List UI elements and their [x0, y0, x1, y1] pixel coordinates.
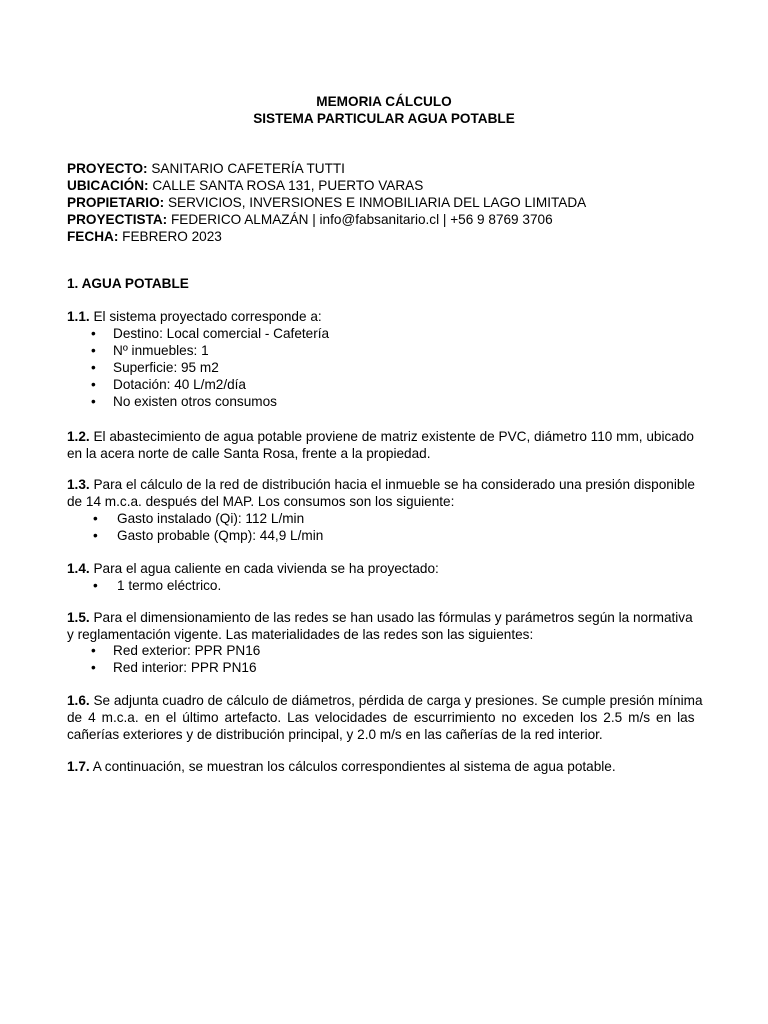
paragraph-1-5	[67, 609, 701, 643]
list-item-text: Red interior: PPR PN16	[113, 660, 257, 675]
consumption-list	[67, 510, 323, 544]
list-item	[67, 642, 260, 659]
title-line-2: SISTEMA PARTICULAR AGUA POTABLE	[253, 111, 515, 126]
list-item	[67, 510, 323, 527]
title-line-1: MEMORIA CÁLCULO	[316, 94, 452, 109]
paragraph-text: Para el agua caliente en cada vivienda se ha proyectado:	[89, 561, 439, 576]
list-item-text: No existen otros consumos	[113, 394, 277, 409]
paragraph-number: 1.2.	[67, 429, 90, 444]
list-item-text: Gasto instalado (Qi): 112 L/min	[117, 511, 305, 526]
project-row	[67, 160, 707, 177]
paragraph-number: 1.3.	[67, 477, 90, 492]
paragraph-line: en la acera norte de calle Santa Rosa, frente a la propiedad.	[67, 446, 431, 461]
designer-label: PROYECTISTA:	[67, 212, 168, 227]
list-item	[67, 325, 329, 342]
list-item	[67, 393, 329, 410]
paragraph-line: cañerías exteriores y de distribución principal, y 2.0 m/s en las cañerías de la red interior.	[67, 727, 603, 742]
list-item-text: Superficie: 95 m2	[113, 360, 219, 375]
paragraph-line	[67, 476, 701, 493]
paragraph-line	[67, 428, 701, 445]
list-item-text: Red exterior: PPR PN16	[113, 643, 261, 658]
paragraph-text: Se adjunta cuadro de cálculo de diámetros, pérdida de carga y presiones. Se cumple presión mínima	[89, 693, 703, 708]
bullet-icon: •	[91, 326, 96, 341]
paragraph-line: y reglamentación vigente. Las materialidades de las redes son las siguientes:	[67, 627, 534, 642]
bullet-icon: •	[91, 343, 96, 358]
date-value: FEBRERO 2023	[118, 229, 222, 244]
bullet-icon: •	[93, 528, 98, 543]
list-item-text: 1 termo eléctrico.	[117, 578, 222, 593]
paragraph-1-2	[67, 428, 701, 462]
location-row	[67, 177, 707, 194]
bullet-icon: •	[93, 578, 98, 593]
paragraph-1-1	[67, 308, 701, 325]
system-list	[67, 325, 329, 410]
location-value: CALLE SANTA ROSA 131, PUERTO VARAS	[148, 178, 424, 193]
list-item	[67, 659, 260, 676]
designer-value: FEDERICO ALMAZÁN | info@fabsanitario.cl | +56 9 8769 3706	[167, 212, 553, 227]
bullet-icon: •	[93, 511, 98, 526]
paragraph-line	[67, 692, 701, 709]
list-item	[67, 376, 329, 393]
project-info	[67, 160, 707, 245]
paragraph-number: 1.5.	[67, 610, 90, 625]
paragraph-line: de 4 m.c.a. en el último artefacto. Las velocidades de escurrimiento no exceden los 2.5 m/s en las	[67, 710, 695, 725]
paragraph-text: Para el dimensionamiento de las redes se han usado las fórmulas y parámetros según la normativa	[89, 610, 693, 625]
project-value: SANITARIO CAFETERÍA TUTTI	[147, 161, 345, 176]
materials-list	[67, 642, 260, 676]
location-label: UBICACIÓN:	[67, 178, 149, 193]
bullet-icon: •	[91, 360, 96, 375]
designer-row	[67, 211, 707, 228]
date-label: FECHA:	[67, 229, 119, 244]
owner-value: SERVICIOS, INVERSIONES E INMOBILIARIA DEL LAGO LIMITADA	[164, 195, 587, 210]
list-item	[67, 577, 221, 594]
paragraph-text: A continuación, se muestran los cálculos correspondientes al sistema de agua potable.	[89, 759, 616, 774]
list-item	[67, 527, 323, 544]
bullet-icon: •	[91, 377, 96, 392]
paragraph-line: de 14 m.c.a. después del MAP. Los consumos son los siguiente:	[67, 494, 455, 509]
paragraph-text: El sistema proyectado corresponde a:	[89, 309, 322, 324]
owner-label: PROPIETARIO:	[67, 195, 165, 210]
paragraph-number: 1.4.	[67, 561, 90, 576]
paragraph-number: 1.1.	[67, 309, 90, 324]
date-row	[67, 228, 707, 245]
paragraph-number: 1.6.	[67, 693, 90, 708]
section-heading: 1. AGUA POTABLE	[67, 276, 189, 291]
paragraph-1-6	[67, 692, 701, 743]
bullet-icon: •	[91, 643, 96, 658]
list-item	[67, 342, 329, 359]
list-item-text: Destino: Local comercial - Cafetería	[113, 326, 330, 341]
paragraph-1-7	[67, 758, 701, 775]
hot-water-list	[67, 577, 221, 594]
paragraph-line	[67, 609, 701, 626]
list-item	[67, 359, 329, 376]
list-item-text: Gasto probable (Qmp): 44,9 L/min	[117, 528, 324, 543]
bullet-icon: •	[91, 394, 96, 409]
bullet-icon: •	[91, 660, 96, 675]
document-title	[0, 93, 768, 127]
paragraph-text: El abastecimiento de agua potable proviene de matriz existente de PVC, diámetro 110 mm, ubicado	[89, 429, 694, 444]
paragraph-1-3	[67, 476, 701, 510]
paragraph-text: Para el cálculo de la red de distribución hacia el inmueble se ha considerado una presión disponible	[89, 477, 695, 492]
list-item-text: Dotación: 40 L/m2/día	[113, 377, 246, 392]
owner-row	[67, 194, 707, 211]
paragraph-1-4	[67, 560, 701, 577]
project-label: PROYECTO:	[67, 161, 148, 176]
list-item-text: Nº inmuebles: 1	[113, 343, 209, 358]
paragraph-number: 1.7.	[67, 759, 90, 774]
